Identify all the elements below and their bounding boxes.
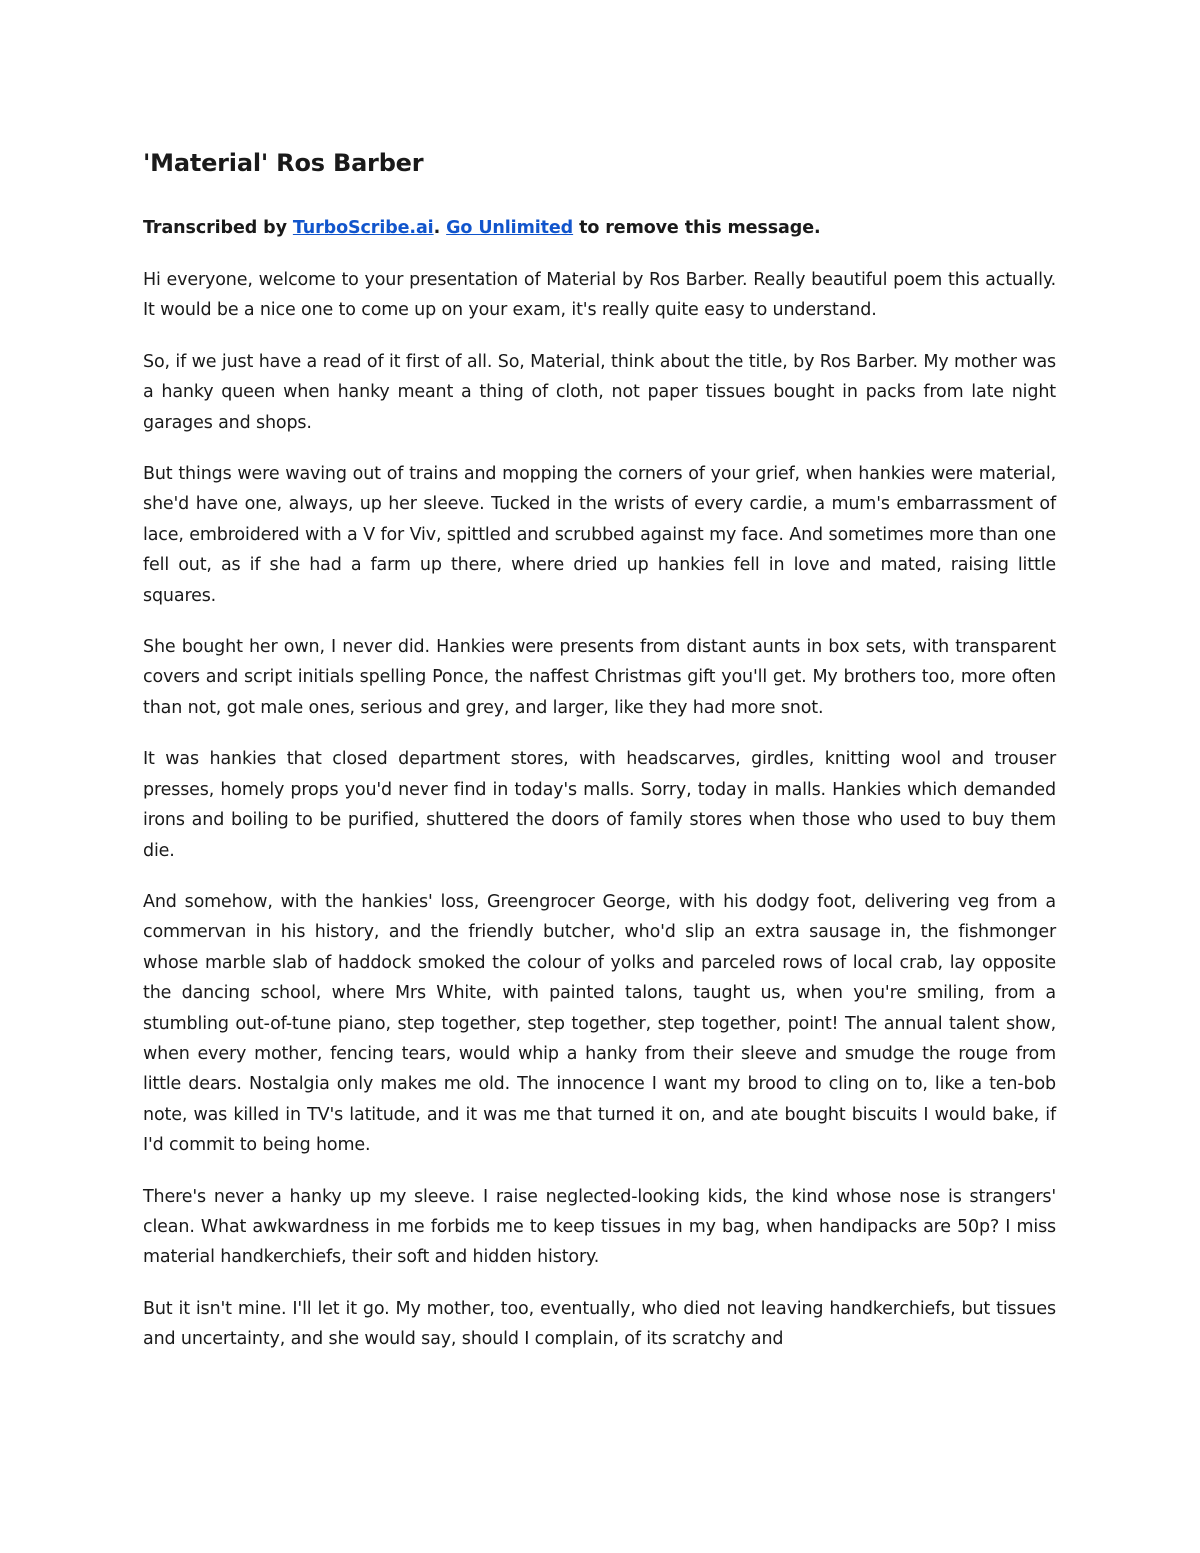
go-unlimited-link[interactable]: Go Unlimited [446,218,574,238]
banner-separator: . [433,218,447,238]
paragraph: But things were waving out of trains and mopping the corners of your grief, when hankies were material, she'd have one, always, up her sleeve. Tucked in the wrists of every cardie, a mum's embarrassment of lace, embroidered with a V for Viv, spittled and scrubbed against my face. And sometimes more than one fell out, as if she had a farm up there, where dried up hankies fell in love and mated, raising little squares. [143,464,1056,606]
paragraph: And somehow, with the hankies' loss, Greengrocer George, with his dodgy foot, delivering veg from a commervan in his history, and the friendly butcher, who'd slip an extra sausage in, the fishmonger whose marble slab of haddock smoked the colour of yolks and parceled rows of local crab, lay opposite the dancing school, where Mrs White, with painted talons, taught us, when you're smiling, from a stumbling out-of-tune piano, step together, step together, step together, point! The annual talent show, when every mother, fencing tears, would whip a hanky from their sleeve and smudge the rouge from little dears. Nostalgia only makes me old. The innocence I want my brood to cling on to, like a ten-bob note, was killed in TV's latitude, and it was me that turned it on, and ate bought biscuits I would bake, if I'd commit to being home. [143,891,1056,1156]
document-title: 'Material' Ros Barber [143,149,424,177]
document-page [143,146,1056,1355]
paragraph: But it isn't mine. I'll let it go. My mother, too, eventually, who died not leaving handkerchiefs, but tissues and uncertainty, and she would say, should I complain, of its scratchy and [143,1298,1056,1350]
transcription-banner [143,213,1056,243]
turboscribe-link[interactable]: TurboScribe.ai [292,218,434,238]
paragraph: She bought her own, I never did. Hankies were presents from distant aunts in box sets, with transparent covers and script initials spelling Ponce, the naffest Christmas gift you'll get. My brothers too, more often than not, got male ones, serious and grey, and larger, like they had more snot. [143,637,1056,718]
paragraph: It was hankies that closed department stores, with headscarves, girdles, knitting wool and trouser presses, homely props you'd never find in today's malls. Sorry, today in malls. Hankies which demanded irons and boiling to be purified, shuttered the doors of family stores when those who used to buy them die. [143,749,1056,861]
paragraph: So, if we just have a read of it first of all. So, Material, think about the title, by Ros Barber. My mother was a hanky queen when hanky meant a thing of cloth, not paper tissues bought in packs from late night garages and shops. [143,351,1056,433]
paragraph: Hi everyone, welcome to your presentation of Material by Ros Barber. Really beautiful poem this actually. It would be a nice one to come up on your exam, it's really quite easy to understand. [143,270,1056,321]
banner-prefix: Transcribed by [143,218,293,238]
paragraph: There's never a hanky up my sleeve. I raise neglected-looking kids, the kind whose nose is strangers' clean. What awkwardness in me forbids me to keep tissues in my bag, when handipacks are 50p? I miss material handkerchiefs, their soft and hidden history. [143,1186,1056,1268]
banner-suffix: to remove this message. [573,218,821,238]
